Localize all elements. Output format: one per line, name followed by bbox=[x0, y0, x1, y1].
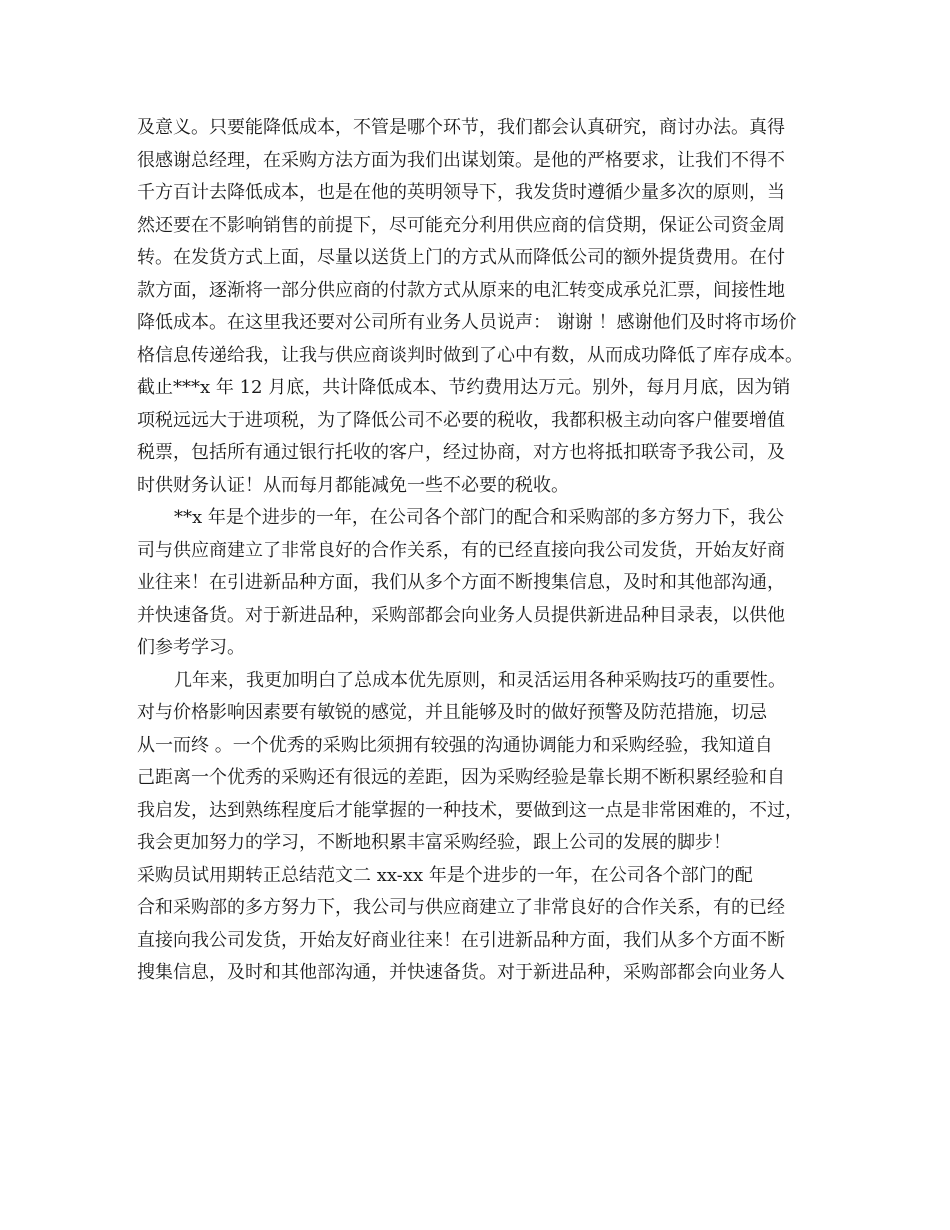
text-line: 从一而终 。一个优秀的采购比须拥有较强的沟通协调能力和采购经验，我知道自 bbox=[137, 734, 773, 756]
text-line: 采购员试用期转正总结范文二 xx-xx 年是个进步的一年，在公司各个部门的配 bbox=[137, 864, 753, 886]
text-line: 我启发，达到熟练程度后才能掌握的一种技术，要做到这一点是非常困难的，不过， bbox=[137, 799, 803, 821]
text-line: 转。在发货方式上面，尽量以送货上门的方式从而降低公司的额外提货费用。在付 bbox=[137, 247, 785, 268]
text-line: 搜集信息，及时和其他部沟通，并快速备货。对于新进品种，采购部都会向业务人 bbox=[137, 962, 785, 983]
document-body bbox=[137, 112, 827, 990]
text-line: 合和采购部的多方努力下，我公司与供应商建立了非常良好的合作关系，有的已经 bbox=[137, 897, 785, 918]
text-line: 我会更加努力的学习，不断地积累丰富采购经验，跟上公司的发展的脚步！ bbox=[137, 832, 731, 853]
text-line: 直接向我公司发货，开始友好商业往来！在引进新品种方面，我们从多个方面不断 bbox=[137, 929, 785, 951]
text-line: 截止***x 年 12 月底，共计降低成本、节约费用达万元。别外，每月月底，因为销 bbox=[137, 377, 791, 398]
text-line: 及意义。只要能降低成本，不管是哪个环节，我们都会认真研究，商讨办法。真得 bbox=[137, 117, 785, 138]
text-line: 然还要在不影响销售的前提下，尽可能充分利用供应商的信贷期，保证公司资金周 bbox=[137, 214, 785, 236]
text-line: 时供财务认证！从而每月都能减免一些不必要的税收。 bbox=[137, 474, 569, 496]
text-line: 千方百计去降低成本，也是在他的英明领导下，我发货时遵循少量多次的原则，当 bbox=[137, 182, 785, 203]
text-line: 项税远远大于进项税，为了降低公司不必要的税收，我都积极主动向客户催要增值 bbox=[137, 409, 785, 431]
text-line: 们参考学习。 bbox=[137, 637, 245, 658]
text-line: 很感谢总经理，在采购方法方面为我们出谋划策。是他的严格要求，让我们不得不 bbox=[137, 149, 785, 171]
text-line: 业往来！在引进新品种方面，我们从多个方面不断搜集信息，及时和其他部沟通， bbox=[137, 572, 785, 593]
text-line: 款方面，逐渐将一部分供应商的付款方式从原来的电汇转变成承兑汇票，间接性地 bbox=[137, 279, 785, 301]
text-line: **x 年是个进步的一年，在公司各个部门的配合和采购部的多方努力下，我公 bbox=[174, 507, 784, 528]
text-line: 格信息传递给我，让我与供应商谈判时做到了心中有数，从而成功降低了库存成本。 bbox=[137, 344, 803, 366]
text-line: 己距离一个优秀的采购还有很远的差距，因为采购经验是靠长期不断积累经验和自 bbox=[137, 767, 785, 788]
text-line: 对与价格影响因素要有敏锐的感觉，并且能够及时的做好预警及防范措施，切忌 bbox=[137, 702, 767, 723]
text-line: 司与供应商建立了非常良好的合作关系，有的已经直接向我公司发货，开始友好商 bbox=[137, 539, 785, 561]
text-line: 降低成本。在这里我还要对公司所有业务人员说声： 谢谢 ！感谢他们及时将市场价 bbox=[137, 312, 797, 333]
text-line: 并快速备货。对于新进品种，采购部都会向业务人员提供新进品种目录表，以供他 bbox=[137, 604, 785, 626]
text-line: 几年来，我更加明白了总成本优先原则，和灵活运用各种采购技巧的重要性。 bbox=[174, 669, 786, 691]
text-line: 税票，包括所有通过银行托收的客户，经过协商，对方也将抵扣联寄予我公司，及 bbox=[137, 442, 785, 463]
